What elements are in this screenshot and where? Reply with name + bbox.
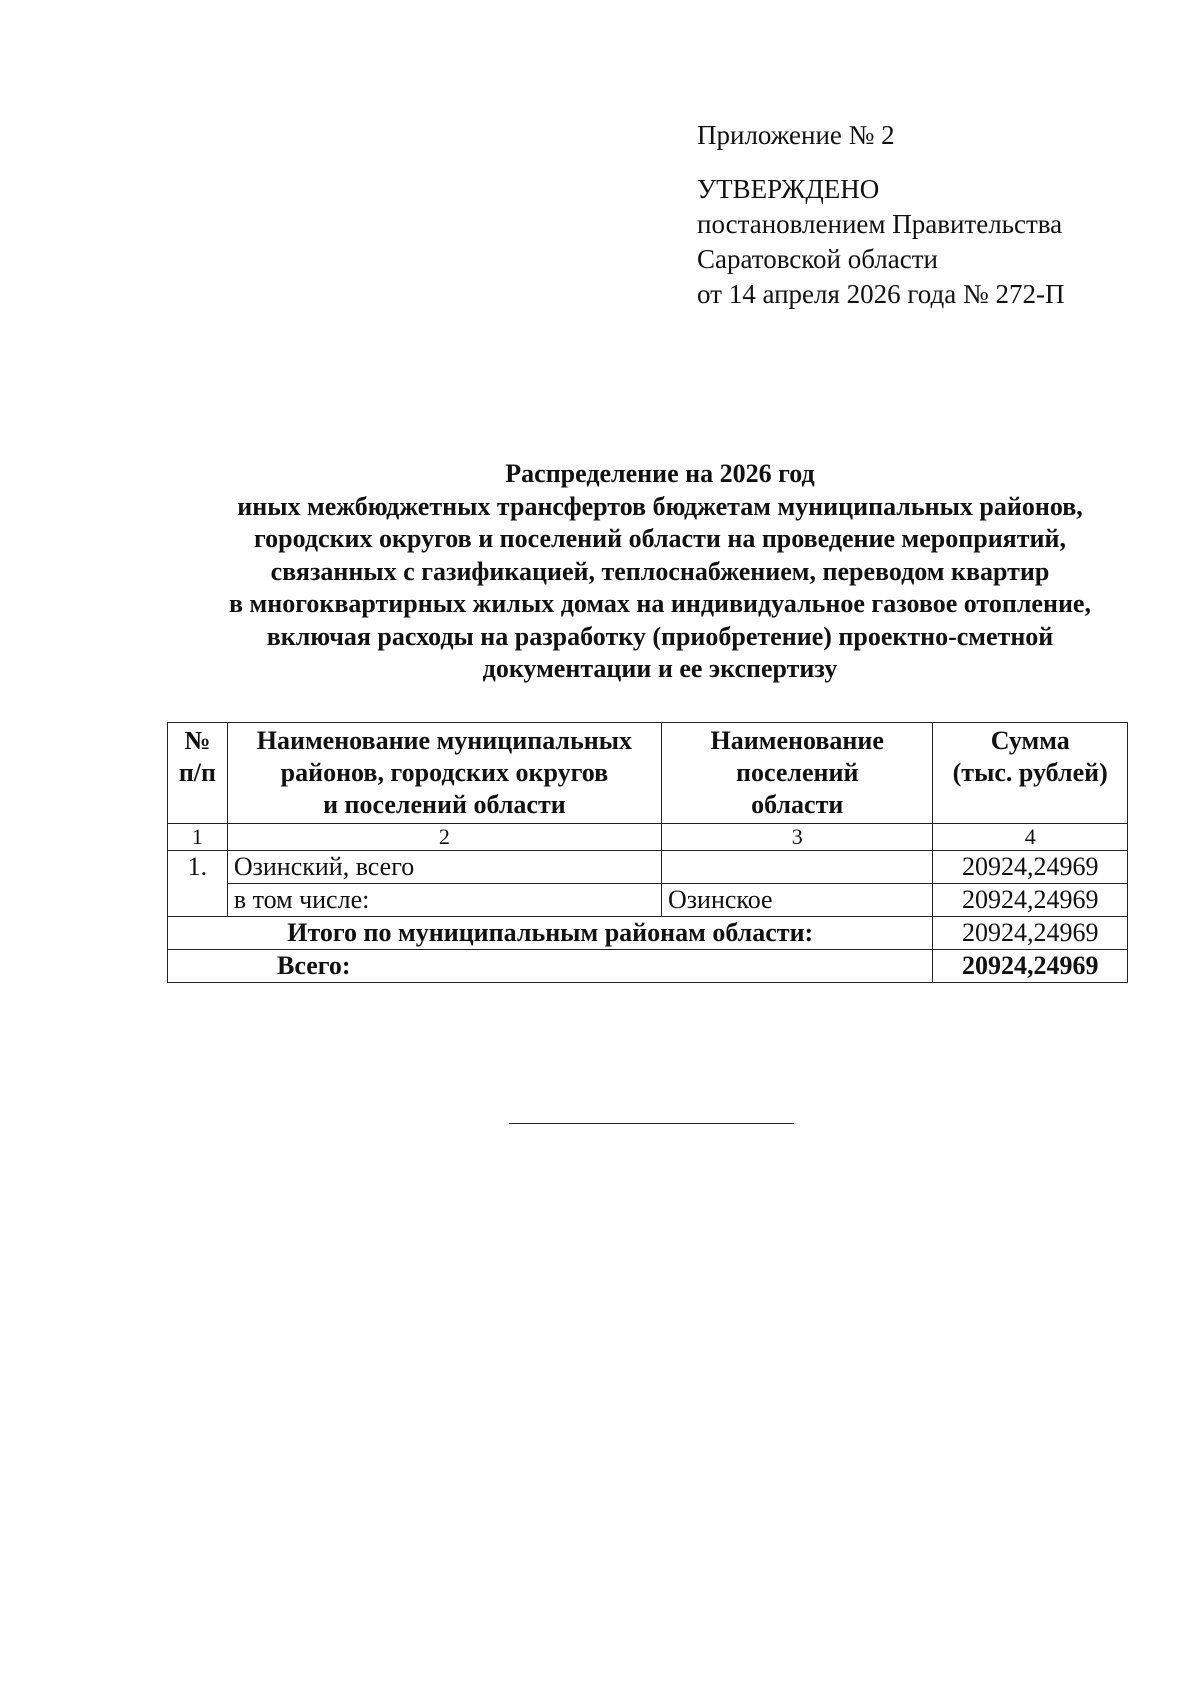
column-number: 1	[168, 824, 228, 851]
title-line: документации и ее экспертизу	[482, 654, 838, 683]
approval-line-2: Саратовской области	[697, 244, 938, 274]
sum-value: 20924,24969	[933, 851, 1128, 884]
header-num-line: п/п	[178, 758, 216, 787]
row-number: 1.	[168, 851, 228, 917]
title-line: городских округов и поселений области на проведение мероприятий,	[254, 524, 1066, 553]
subtotal-label: Итого по муниципальным районам области:	[168, 917, 933, 950]
column-number: 4	[933, 824, 1128, 851]
header-municipal	[227, 723, 661, 824]
header-settlement	[661, 723, 932, 824]
title-line: Распределение на 2026 год	[505, 459, 815, 488]
settlement-name: Озинское	[661, 884, 932, 917]
header-num	[168, 723, 228, 824]
title-line: иных межбюджетных трансфертов бюджетам муниципальных районов,	[237, 491, 1083, 521]
municipal-name: Озинский, всего	[227, 851, 661, 884]
table-row	[168, 851, 1128, 884]
subtotal-row	[168, 917, 1128, 950]
subtotal-sum: 20924,24969	[933, 917, 1128, 950]
column-number: 3	[661, 824, 932, 851]
header-settlement-line: поселений	[735, 758, 859, 787]
distribution-table	[167, 722, 1128, 983]
approved-stamp-text: УТВЕРЖДЕНО	[697, 174, 880, 204]
closing-rule-divider	[509, 1123, 794, 1124]
approval-block	[697, 118, 1065, 312]
sum-value: 20924,24969	[933, 884, 1128, 917]
table-row	[168, 884, 1128, 917]
appendix-label: Приложение № 2	[697, 120, 895, 150]
table-header-row	[168, 723, 1128, 824]
header-settlement-line: области	[751, 790, 844, 819]
header-sum-line: Сумма	[990, 726, 1070, 755]
settlement-name	[661, 851, 932, 884]
header-municipal-line: и поселений области	[323, 790, 566, 819]
approval-line-3: от 14 апреля 2026 года № 272-П	[697, 279, 1065, 309]
header-sum	[933, 723, 1128, 824]
column-number: 2	[227, 824, 661, 851]
column-number-row	[168, 824, 1128, 851]
header-settlement-line: Наименование	[710, 726, 884, 755]
total-row	[168, 950, 1128, 983]
title-line: связанных с газификацией, теплоснабжением, переводом квартир	[270, 556, 1050, 586]
header-municipal-line: районов, городских округов	[280, 758, 609, 787]
total-sum: 20924,24969	[933, 950, 1128, 983]
title-line: в многоквартирных жилых домах на индивидуальное газовое отопление,	[229, 589, 1091, 618]
header-sum-line: (тыс. рублей)	[952, 758, 1108, 787]
header-municipal-line: Наименование муниципальных	[256, 726, 633, 755]
header-num-line: №	[184, 726, 211, 755]
total-label: Всего:	[168, 950, 933, 983]
municipal-name: в том числе:	[227, 884, 661, 917]
title-line: включая расходы на разработку (приобретение) проектно-сметной	[266, 621, 1054, 651]
approval-line-1: постановлением Правительства	[697, 209, 1063, 239]
document-title	[160, 458, 1160, 686]
